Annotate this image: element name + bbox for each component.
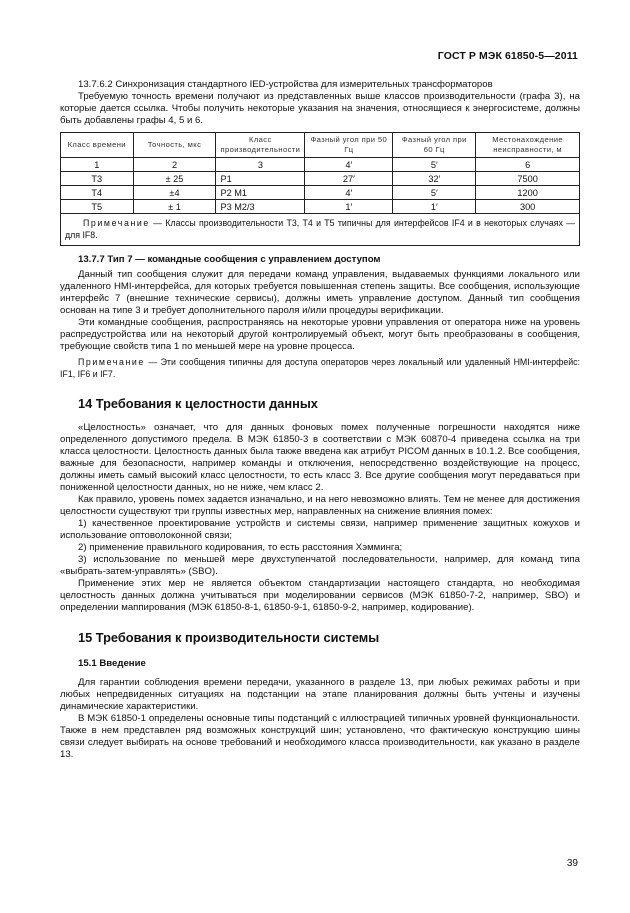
section-13762-paragraph: Требуемую точность времени получают из представленных выше классов производительности (графа 3), на которые дается ссылка. Чтобы получить некоторые указания на значения, относящиеся к энергосистеме, должны быть добавлены графы 4, 5 и 6. <box>60 91 580 126</box>
table-row <box>61 186 580 200</box>
note-text: — Классы производительности Т3, Т4 и Т5 типичны для интерфейсов IF4 и в некоторых случаях — для IF8. <box>65 218 575 240</box>
table-cell: 3 <box>216 158 305 172</box>
table-cell: 27′ <box>305 172 393 186</box>
table-cell: 5′ <box>393 186 476 200</box>
section-14-list-item-2: 2) применение правильного кодирования, то есть расстояния Хэмминга; <box>78 542 403 553</box>
table-cell: 1200 <box>476 186 580 200</box>
table-cell: ±4 <box>133 186 216 200</box>
table-header-cell: Класс времени <box>61 133 134 158</box>
section-14-list-item-1: 1) качественное проектирование устройств и системы связи, например применение защитных кожухов и использование оптоволоконной связи; <box>60 518 580 541</box>
table-header-cell: Класс производительности <box>216 133 305 158</box>
table-cell: P1 <box>216 172 305 186</box>
section-14-heading: 14 Требования к целостности данных <box>78 396 318 411</box>
table-cell: 5′ <box>393 158 476 172</box>
table-row <box>61 158 580 172</box>
table-header-row <box>61 133 580 158</box>
note-label: Примечание <box>83 218 150 228</box>
page-content <box>60 79 580 761</box>
table-cell: 4′ <box>305 186 393 200</box>
table-header-cell: Фазный угол при 60 Гц <box>393 133 476 158</box>
table-cell: 6 <box>476 158 580 172</box>
table-cell: 300 <box>476 200 580 214</box>
section-14-paragraph-3: Применение этих мер не является объектом стандартизации настоящего стандарта, но необходимая целостность данных должна учитываться при моделировании сервисов (МЭК 61850-7-2, например, SBO) и определении маппирования (МЭК 61850-8-1, 61850-9-1, 61850-9-2, например, кодирование). <box>60 578 580 613</box>
note-label: Примечание <box>78 357 145 367</box>
section-1377-paragraph-1: Данный тип сообщения служит для передачи команд управления, выдаваемых функциями локального или удаленного HMI-интерфейса, для которых требуется повышенная степень защиты. Все сообщения, использующие интерфейс 7 (внешние технические сервисы), должны иметь управление доступом. Данный тип сообщения основан на типе 3 и требует дополнительного пароля и/или процедуры верификации. <box>60 269 580 316</box>
table-cell: 32′ <box>393 172 476 186</box>
section-15-heading: 15 Требования к производительности системы <box>78 630 380 645</box>
section-151-paragraph-1: Для гарантии соблюдения времени передачи, указанного в разделе 13, при любых режимах работы и при любых непредвиденных ситуациях на подстанции на этапе планирования должны быть учтены и изучены динамические характеристики. <box>60 677 580 712</box>
note-text: — Эти сообщения типичны для доступа операторов через локальный или удаленный HMI-интерфейс: IF1, IF6 и IF7. <box>60 357 580 379</box>
section-14-list-item-3: 3) использование по меньшей мере двухступенчатой последовательности, например, для команд типа «выбрать-затем-управлять» (SBO). <box>60 554 580 577</box>
section-151-heading: 15.1 Введение <box>78 658 146 669</box>
table-cell: P3 M2/3 <box>216 200 305 214</box>
table-cell: Т3 <box>61 172 134 186</box>
section-13762-heading: 13.7.6.2 Синхронизация стандартного IED-устройства для измерительных трансформаторов <box>78 79 493 90</box>
table-header-cell: Точность, мкс <box>133 133 216 158</box>
table-note-cell <box>61 214 580 246</box>
section-14-paragraph-2: Как правило, уровень помех задается изначально, и на него невозможно влиять. Тем не менее для достижения целостности существуют три группы известных мер, направленных на снижение влияния помех: <box>60 494 580 517</box>
table-cell: Т4 <box>61 186 134 200</box>
section-1377-heading: 13.7.7 Тип 7 — командные сообщения с управлением доступом <box>78 254 381 265</box>
table-note-row <box>61 214 580 246</box>
table-cell: 1′ <box>393 200 476 214</box>
table-cell: 1′ <box>305 200 393 214</box>
page-number: 39 <box>566 858 578 869</box>
document-header: ГОСТ Р МЭК 61850-5—2011 <box>437 50 578 62</box>
table-cell: P2 M1 <box>216 186 305 200</box>
section-14-paragraph-1: «Целостность» означает, что для данных фоновых помех полученные погрешности находятся ниже определенного допустимого предела. В МЭК 61850-3 в соответствии с МЭК 60870-4 приведена ссылка на три класса целостности. Целостность данных была также введена как атрибут PICOM данных в 10.1.2. Все сообщения, важные для безопасности, например команды и отключения, непосредственно воздействующие на процесс, должны иметь самый высокий класс целостности, то есть класс 3. Все другие сообщения могут передаваться при пониженной целостности данных, но не ниже, чем класс 2. <box>60 422 580 493</box>
table-row <box>61 200 580 214</box>
table-cell: 4′ <box>305 158 393 172</box>
table-row <box>61 172 580 186</box>
table-cell: ± 1 <box>133 200 216 214</box>
section-151-paragraph-2: В МЭК 61850-1 определены основные типы подстанций с иллюстрацией типичных уровней функциональности. Также в нем представлен ряд возможных конструкций шин; установлено, что фактическую конструкцию шины связи следует выбирать на основе требований и необходимого класса производительности, как указано в разделе 13. <box>60 713 580 760</box>
table-cell: 2 <box>133 158 216 172</box>
table-cell: 1 <box>61 158 134 172</box>
table-header-cell: Местонахождение неисправности, м <box>476 133 580 158</box>
section-1377-note <box>60 357 580 380</box>
table-cell: Т5 <box>61 200 134 214</box>
table-cell: ± 25 <box>133 172 216 186</box>
time-class-table <box>60 132 580 246</box>
table-note <box>65 218 575 241</box>
section-1377-paragraph-2: Эти командные сообщения, распространяясь на некоторые уровни управления от оператора ниже на уровень распредустройства или на некоторый другой контролируемый объект, могут быть преобразованы в сообщения, требующие свойств типа 1 по меньшей мере на уровне процесса. <box>60 317 580 352</box>
table-cell: 7500 <box>476 172 580 186</box>
table-header-cell: Фазный угол при 50 Гц <box>305 133 393 158</box>
